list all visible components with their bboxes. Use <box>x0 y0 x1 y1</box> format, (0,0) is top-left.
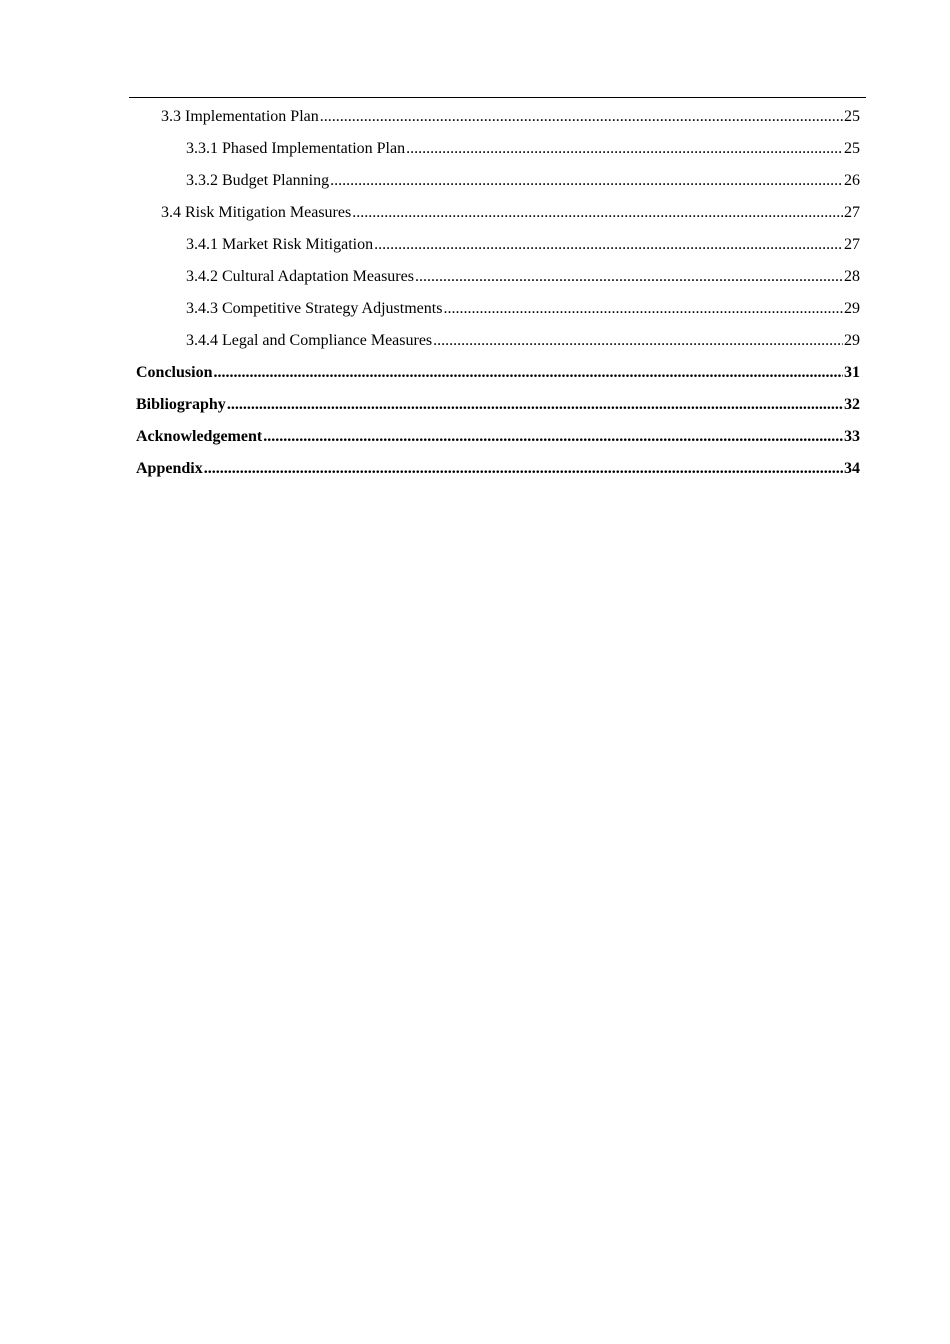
toc-entry-page: 25 <box>844 140 860 157</box>
header-rule <box>129 97 866 98</box>
toc-entry-title: Appendix <box>136 460 203 477</box>
toc-entry-cultural-adaptation-measures[interactable] <box>136 261 860 293</box>
toc-entry-title: 3.3 Implementation Plan <box>161 108 319 125</box>
toc-entry-title: 3.4.1 Market Risk Mitigation <box>186 236 374 253</box>
toc-entry-title: 3.4.3 Competitive Strategy Adjustments <box>186 300 443 317</box>
toc-dot-leader <box>330 165 843 197</box>
toc-entry-page: 27 <box>844 236 860 253</box>
toc-entry-page: 28 <box>844 268 860 285</box>
toc-entry-page: 34 <box>844 460 860 477</box>
toc-entry-risk-mitigation-measures[interactable] <box>136 197 860 229</box>
toc-entry-page: 27 <box>844 204 860 221</box>
toc-entry-title: Acknowledgement <box>136 428 263 445</box>
toc-entry-title: 3.4.2 Cultural Adaptation Measures <box>186 268 414 285</box>
toc-entry-page: 25 <box>844 108 860 125</box>
toc-entry-legal-and-compliance-measures[interactable] <box>136 325 860 357</box>
toc-dot-leader <box>415 261 843 293</box>
toc-dot-leader <box>227 389 843 421</box>
toc-entry-page: 33 <box>844 428 860 445</box>
toc-dot-leader <box>320 101 843 133</box>
toc-dot-leader <box>213 357 843 389</box>
toc-entry-competitive-strategy-adjustments[interactable] <box>136 293 860 325</box>
toc-entry-page: 29 <box>844 332 860 349</box>
toc-entry-conclusion[interactable] <box>136 357 860 389</box>
table-of-contents <box>136 101 860 485</box>
toc-entry-bibliography[interactable] <box>136 389 860 421</box>
toc-entry-page: 29 <box>844 300 860 317</box>
toc-entry-page: 26 <box>844 172 860 189</box>
toc-entry-page: 32 <box>844 396 860 413</box>
toc-entry-acknowledgement[interactable] <box>136 421 860 453</box>
toc-dot-leader <box>263 421 843 453</box>
toc-entry-title: 3.3.2 Budget Planning <box>186 172 330 189</box>
toc-entry-phased-implementation-plan[interactable] <box>136 133 860 165</box>
toc-dot-leader <box>443 293 843 325</box>
toc-entry-title: 3.3.1 Phased Implementation Plan <box>186 140 406 157</box>
toc-dot-leader <box>374 229 843 261</box>
toc-dot-leader <box>204 453 843 485</box>
toc-entry-appendix[interactable] <box>136 453 860 485</box>
toc-entry-page: 31 <box>844 364 860 381</box>
toc-dot-leader <box>406 133 843 165</box>
toc-dot-leader <box>433 325 843 357</box>
toc-entry-title: Bibliography <box>136 396 226 413</box>
toc-entry-title: 3.4 Risk Mitigation Measures <box>161 204 352 221</box>
toc-entry-title: Conclusion <box>136 364 213 381</box>
toc-entry-budget-planning[interactable] <box>136 165 860 197</box>
toc-dot-leader <box>352 197 843 229</box>
toc-entry-implementation-plan[interactable] <box>136 101 860 133</box>
toc-entry-market-risk-mitigation[interactable] <box>136 229 860 261</box>
toc-entry-title: 3.4.4 Legal and Compliance Measures <box>186 332 433 349</box>
